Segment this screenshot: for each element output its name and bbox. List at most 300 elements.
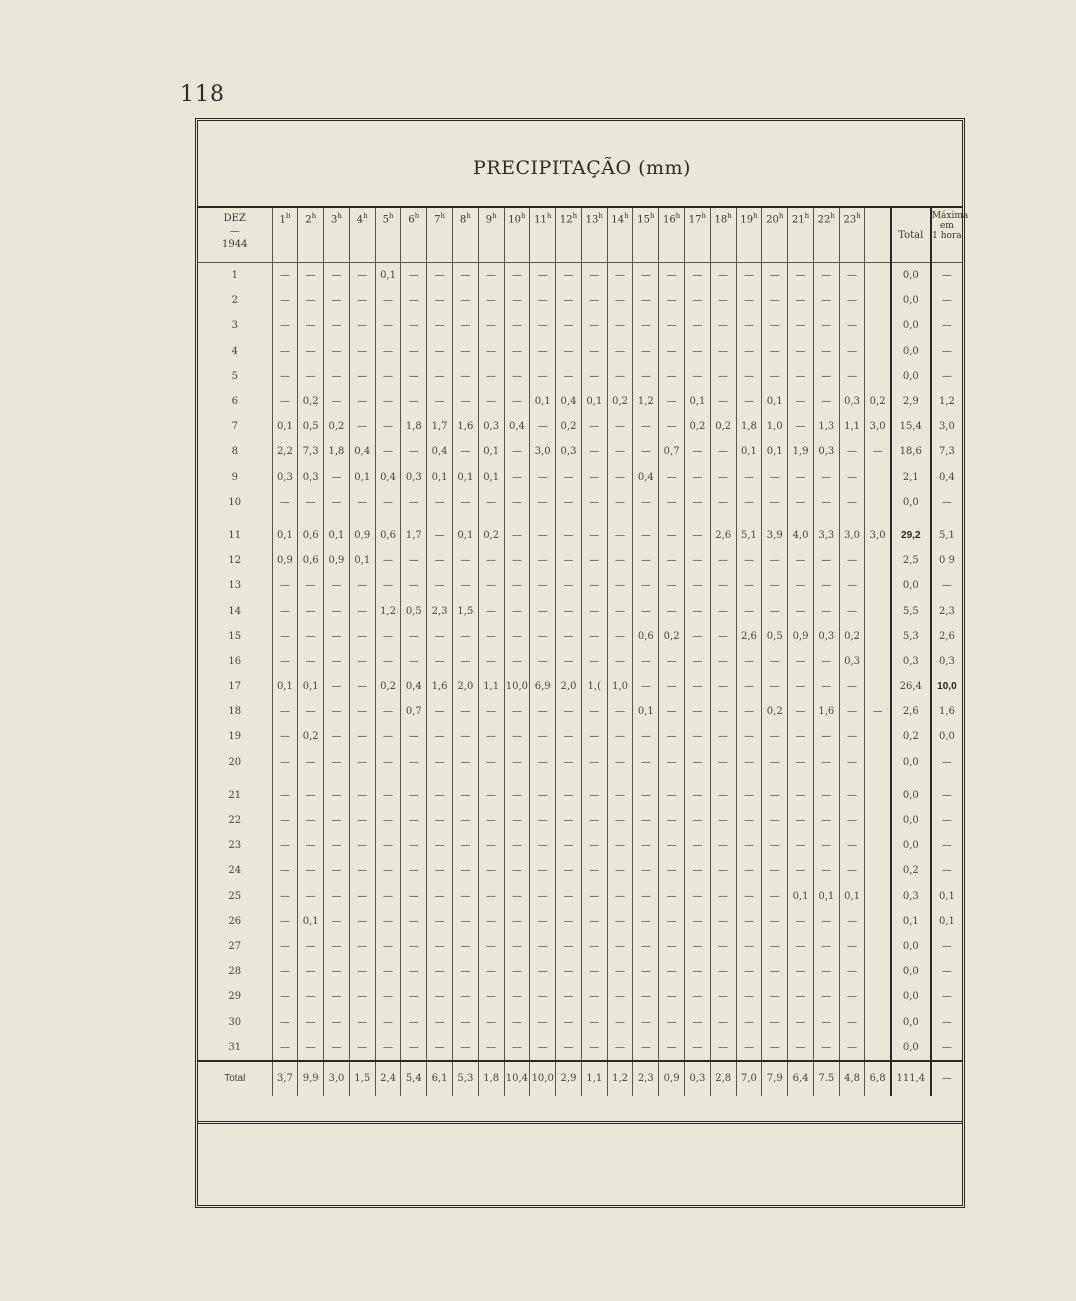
hour-value: — xyxy=(839,858,865,883)
day-max-hour: — xyxy=(931,288,962,313)
hour-suffix: h xyxy=(598,212,603,220)
hour-value xyxy=(865,339,891,364)
hour-value: — xyxy=(530,523,556,548)
hour-value: — xyxy=(427,783,453,808)
hour-value xyxy=(865,573,891,598)
day-total: 15,4 xyxy=(891,414,931,439)
hour-value: 0,2 xyxy=(839,624,865,649)
hour-value: — xyxy=(272,624,298,649)
hour-value: — xyxy=(556,934,582,959)
hour-value: — xyxy=(349,624,375,649)
hour-value: — xyxy=(452,364,478,389)
hour-value: — xyxy=(736,1035,762,1061)
hour-value: — xyxy=(788,649,814,674)
hour-value: — xyxy=(710,984,736,1009)
hour-value: — xyxy=(375,699,401,724)
hour-value: — xyxy=(839,364,865,389)
hour-value: — xyxy=(633,724,659,749)
hour-value: — xyxy=(762,1035,788,1061)
hour-value: — xyxy=(607,1035,633,1061)
hour-value: 0,1 xyxy=(788,884,814,909)
hour-total: 4,8 xyxy=(839,1061,865,1096)
hour-value: 3,0 xyxy=(865,414,891,439)
hour-value: — xyxy=(556,649,582,674)
hour-value: — xyxy=(556,465,582,490)
hour-header: 1$^h$ xyxy=(272,208,298,263)
hour-value: — xyxy=(685,465,711,490)
hour-value: — xyxy=(504,439,530,464)
hour-value: — xyxy=(813,959,839,984)
hour-value xyxy=(865,288,891,313)
hour-value: — xyxy=(272,909,298,934)
hour-header: 12$^h$ xyxy=(556,208,582,263)
totals-label: Total xyxy=(198,1061,272,1096)
hour-value: — xyxy=(349,858,375,883)
hour-value: — xyxy=(581,573,607,598)
hour-value: — xyxy=(813,263,839,289)
hour-value: — xyxy=(530,263,556,289)
hour-value: 0,1 xyxy=(839,884,865,909)
month-year-header xyxy=(198,208,272,263)
day-total: 0,0 xyxy=(891,339,931,364)
hour-value: — xyxy=(427,959,453,984)
hour-value: — xyxy=(813,548,839,573)
hour-total: 7,9 xyxy=(762,1061,788,1096)
hour-value: 0,4 xyxy=(375,465,401,490)
day-row xyxy=(198,1035,962,1061)
hour-value: 1,1 xyxy=(478,674,504,699)
hour-value: — xyxy=(607,523,633,548)
hour-value: 3,3 xyxy=(813,523,839,548)
spacer-cell xyxy=(633,515,659,523)
spacer-cell xyxy=(891,515,931,523)
spacer-cell xyxy=(685,775,711,783)
hour-value: — xyxy=(659,339,685,364)
hour-value: — xyxy=(839,1035,865,1061)
hour-value: 0,1 xyxy=(298,909,324,934)
hour-value: — xyxy=(762,263,788,289)
hour-value: — xyxy=(710,288,736,313)
day-max-hour: — xyxy=(931,263,962,289)
hour-value: — xyxy=(633,808,659,833)
hour-value: — xyxy=(839,465,865,490)
spacer-cell xyxy=(452,775,478,783)
hour-value: — xyxy=(504,263,530,289)
hour-value: — xyxy=(633,313,659,338)
hour-value: 0,7 xyxy=(659,439,685,464)
hour-value: — xyxy=(788,833,814,858)
hour-value: — xyxy=(530,548,556,573)
hour-value: — xyxy=(452,439,478,464)
hour-value: — xyxy=(659,884,685,909)
hour-value: 0,1 xyxy=(349,465,375,490)
day-row xyxy=(198,858,962,883)
hour-value: — xyxy=(710,858,736,883)
hour-value: — xyxy=(736,750,762,775)
hour-value: — xyxy=(710,909,736,934)
hour-value: — xyxy=(375,833,401,858)
hour-value: — xyxy=(272,364,298,389)
hour-value: — xyxy=(685,833,711,858)
hour-value: — xyxy=(427,288,453,313)
hour-value: — xyxy=(427,724,453,749)
hour-value: — xyxy=(685,934,711,959)
hour-value: — xyxy=(530,414,556,439)
hour-value: — xyxy=(452,649,478,674)
hour-value: — xyxy=(659,699,685,724)
spacer-cell xyxy=(633,775,659,783)
hour-value: — xyxy=(607,465,633,490)
hour-value: 0,1 xyxy=(452,523,478,548)
hour-value: — xyxy=(427,808,453,833)
spacer-cell xyxy=(401,515,427,523)
hour-suffix: h xyxy=(778,212,784,220)
hour-value: 2,6 xyxy=(710,523,736,548)
day-row xyxy=(198,674,962,699)
hour-value xyxy=(865,674,891,699)
hour-value: — xyxy=(710,573,736,598)
hour-value: — xyxy=(556,339,582,364)
hour-value: — xyxy=(762,649,788,674)
hour-value: — xyxy=(272,833,298,858)
hour-value: — xyxy=(401,263,427,289)
hour-value: — xyxy=(349,414,375,439)
hour-value: — xyxy=(607,649,633,674)
hour-value: 0,4 xyxy=(349,439,375,464)
totals-row xyxy=(198,1061,962,1096)
hour-value: — xyxy=(272,598,298,623)
hour-value: — xyxy=(736,364,762,389)
day-number: 6 xyxy=(231,396,238,408)
hour-value: — xyxy=(710,808,736,833)
hour-value: — xyxy=(478,1035,504,1061)
hour-value: — xyxy=(427,884,453,909)
hour-value: 1,1 xyxy=(839,414,865,439)
hour-value: — xyxy=(736,263,762,289)
day-total: 0,0 xyxy=(891,808,931,833)
hour-value: 0,9 xyxy=(788,624,814,649)
hour-value: — xyxy=(427,1035,453,1061)
day-total: 0,0 xyxy=(891,573,931,598)
hour-value: — xyxy=(452,884,478,909)
day-total: 2,5 xyxy=(891,548,931,573)
hour-value xyxy=(865,833,891,858)
hour-value: — xyxy=(298,573,324,598)
day-max-hour: 7,3 xyxy=(931,439,962,464)
hour-value: — xyxy=(556,288,582,313)
hour-value: — xyxy=(710,548,736,573)
hour-value: — xyxy=(556,984,582,1009)
hour-value: — xyxy=(298,833,324,858)
hour-value: — xyxy=(324,858,350,883)
hour-total: 6,1 xyxy=(427,1061,453,1096)
day-row xyxy=(198,934,962,959)
hour-value: — xyxy=(556,833,582,858)
spacer-cell xyxy=(530,515,556,523)
day-max-hour: 0,1 xyxy=(931,884,962,909)
hour-value: — xyxy=(324,339,350,364)
day-row xyxy=(198,439,962,464)
hour-header: 10$^h$ xyxy=(504,208,530,263)
hour-value: — xyxy=(272,724,298,749)
day-number: 15 xyxy=(228,630,242,642)
hour-value: 0,2 xyxy=(659,624,685,649)
hour-value: — xyxy=(556,490,582,515)
hour-value: — xyxy=(685,808,711,833)
hour-header: 23$^h$ xyxy=(839,208,865,263)
hour-value: — xyxy=(710,649,736,674)
spacer-cell xyxy=(298,775,324,783)
hour-value: — xyxy=(788,414,814,439)
hour-value: — xyxy=(813,750,839,775)
hour-value: — xyxy=(298,624,324,649)
hour-value: — xyxy=(581,959,607,984)
hour-value: — xyxy=(375,490,401,515)
hour-value: — xyxy=(762,934,788,959)
hour-value: 2,3 xyxy=(427,598,453,623)
hour-value: — xyxy=(324,649,350,674)
hour-value: — xyxy=(375,724,401,749)
day-row xyxy=(198,833,962,858)
day-max-hour: 0,1 xyxy=(931,909,962,934)
hour-value: — xyxy=(659,414,685,439)
day-number: 29 xyxy=(228,991,242,1003)
hour-value xyxy=(865,1035,891,1061)
hour-suffix: h xyxy=(311,212,317,220)
hour-value: — xyxy=(839,313,865,338)
hour-value: — xyxy=(530,959,556,984)
hour-header: 15$^h$ xyxy=(633,208,659,263)
hour-value: — xyxy=(478,313,504,338)
hour-value: — xyxy=(556,724,582,749)
hour-value: — xyxy=(762,598,788,623)
day-number: 22 xyxy=(228,815,242,827)
spacer-cell xyxy=(530,775,556,783)
hour-value: — xyxy=(813,934,839,959)
hour-value: 0,1 xyxy=(427,465,453,490)
hour-value: — xyxy=(452,858,478,883)
day-max-hour: — xyxy=(931,573,962,598)
spacer-cell xyxy=(198,515,272,523)
hour-value: — xyxy=(633,909,659,934)
hour-total: 7.5 xyxy=(813,1061,839,1096)
hour-value: — xyxy=(375,548,401,573)
hour-value: 0,3 xyxy=(298,465,324,490)
hour-value: — xyxy=(272,959,298,984)
hour-value: — xyxy=(478,598,504,623)
hour-value: — xyxy=(581,624,607,649)
hour-value: — xyxy=(298,959,324,984)
hour-value: — xyxy=(839,1009,865,1034)
day-number: 2 xyxy=(231,295,238,307)
hour-value: — xyxy=(324,598,350,623)
day-number: 28 xyxy=(228,966,242,978)
hour-value: — xyxy=(530,858,556,883)
hour-total: 5,3 xyxy=(452,1061,478,1096)
hour-value: — xyxy=(659,490,685,515)
hour-value: — xyxy=(710,959,736,984)
day-max-hour: 0 9 xyxy=(931,548,962,573)
hour-value: — xyxy=(375,414,401,439)
hour-value: — xyxy=(298,783,324,808)
hour-value: — xyxy=(478,649,504,674)
hour-value: — xyxy=(659,909,685,934)
hour-value: — xyxy=(762,984,788,1009)
day-row xyxy=(198,624,962,649)
hour-value: — xyxy=(478,750,504,775)
day-number: 9 xyxy=(231,471,238,483)
hour-value: — xyxy=(710,884,736,909)
day-number: 18 xyxy=(228,706,242,718)
table-frame xyxy=(195,118,969,1208)
hour-value: — xyxy=(298,699,324,724)
hour-value: — xyxy=(401,1035,427,1061)
spacer-cell xyxy=(762,775,788,783)
hour-value: 0,1 xyxy=(272,414,298,439)
hour-value: — xyxy=(788,808,814,833)
hour-value: — xyxy=(401,1009,427,1034)
hour-value: — xyxy=(401,548,427,573)
hour-value: — xyxy=(736,573,762,598)
hour-value: — xyxy=(504,1035,530,1061)
hour-value xyxy=(865,624,891,649)
hour-value: — xyxy=(530,808,556,833)
day-total: 2,6 xyxy=(891,699,931,724)
hour-value: — xyxy=(736,699,762,724)
precipitation-table xyxy=(198,208,969,1096)
hour-value: — xyxy=(607,364,633,389)
hour-suffix: h xyxy=(414,212,420,220)
hour-value: — xyxy=(685,750,711,775)
hour-value: — xyxy=(427,313,453,338)
hour-value: — xyxy=(452,263,478,289)
hour-value: 1,0 xyxy=(607,674,633,699)
hour-value: — xyxy=(349,934,375,959)
hour-value: — xyxy=(504,465,530,490)
hour-value: — xyxy=(272,750,298,775)
hour-value: — xyxy=(633,858,659,883)
hour-value: — xyxy=(504,389,530,414)
hour-total: 1,2 xyxy=(607,1061,633,1096)
hour-value: — xyxy=(839,724,865,749)
hour-value: — xyxy=(272,884,298,909)
hour-value: — xyxy=(272,1009,298,1034)
hour-value: — xyxy=(504,313,530,338)
hour-value: — xyxy=(504,808,530,833)
spacer-cell xyxy=(736,775,762,783)
hour-value: — xyxy=(788,263,814,289)
spacer-cell xyxy=(788,775,814,783)
hour-value: — xyxy=(401,573,427,598)
hour-value: — xyxy=(607,884,633,909)
hour-value: — xyxy=(324,984,350,1009)
hour-value: — xyxy=(298,263,324,289)
hour-value: 3,0 xyxy=(530,439,556,464)
hour-value: — xyxy=(452,313,478,338)
hour-value: — xyxy=(581,439,607,464)
hour-value: 0,1 xyxy=(349,548,375,573)
hour-value: 0,4 xyxy=(427,439,453,464)
hour-value: — xyxy=(607,490,633,515)
hour-value: — xyxy=(272,263,298,289)
hour-value: 2,2 xyxy=(272,439,298,464)
hour-value: — xyxy=(813,490,839,515)
hour-header: 19$^h$ xyxy=(736,208,762,263)
day-number: 30 xyxy=(228,1016,242,1028)
day-row xyxy=(198,313,962,338)
hour-value: — xyxy=(736,808,762,833)
day-row xyxy=(198,783,962,808)
spacer-cell xyxy=(710,515,736,523)
hour-value: — xyxy=(607,808,633,833)
hour-value: — xyxy=(659,808,685,833)
hour-value: — xyxy=(349,984,375,1009)
hour-value: 0,1 xyxy=(298,674,324,699)
hour-value: — xyxy=(427,699,453,724)
day-number: 20 xyxy=(228,756,242,768)
day-row xyxy=(198,288,962,313)
hour-value: — xyxy=(659,750,685,775)
hour-header: 22$^h$ xyxy=(813,208,839,263)
hour-value: — xyxy=(762,288,788,313)
hour-value: — xyxy=(839,573,865,598)
hour-value: — xyxy=(736,389,762,414)
spacer-cell xyxy=(839,775,865,783)
day-row xyxy=(198,490,962,515)
hour-value: — xyxy=(452,934,478,959)
hour-value: — xyxy=(298,1035,324,1061)
hour-value: — xyxy=(633,984,659,1009)
hour-value: — xyxy=(710,783,736,808)
hour-value: — xyxy=(452,959,478,984)
hour-total: 2,8 xyxy=(710,1061,736,1096)
hour-value: — xyxy=(581,884,607,909)
hour-value: — xyxy=(375,339,401,364)
day-total: 0,0 xyxy=(891,984,931,1009)
hour-value: — xyxy=(813,389,839,414)
hour-value: — xyxy=(349,1009,375,1034)
hour-value: — xyxy=(736,934,762,959)
hour-value: — xyxy=(633,598,659,623)
hour-header: 14$^h$ xyxy=(607,208,633,263)
hour-value: — xyxy=(839,909,865,934)
hour-value: 0,1 xyxy=(375,263,401,289)
spacer-cell xyxy=(659,515,685,523)
spacer-cell xyxy=(427,515,453,523)
hour-value: — xyxy=(788,984,814,1009)
hour-value: — xyxy=(581,724,607,749)
hour-value: — xyxy=(427,750,453,775)
day-number: 13 xyxy=(228,580,242,592)
hour-value: — xyxy=(530,649,556,674)
hour-value: — xyxy=(813,364,839,389)
hour-value: — xyxy=(685,909,711,934)
hour-value: — xyxy=(375,1035,401,1061)
hour-value: — xyxy=(581,288,607,313)
hour-value: 0,4 xyxy=(633,465,659,490)
hour-header: 13$^h$ xyxy=(581,208,607,263)
hour-value: — xyxy=(685,674,711,699)
hour-value: 1,3 xyxy=(813,414,839,439)
hour-value: — xyxy=(685,624,711,649)
hour-value: — xyxy=(504,984,530,1009)
hour-value: — xyxy=(401,884,427,909)
hour-value: — xyxy=(762,1009,788,1034)
hour-value: — xyxy=(813,909,839,934)
hour-value: — xyxy=(581,1035,607,1061)
hour-value: — xyxy=(581,1009,607,1034)
hour-value: — xyxy=(762,339,788,364)
